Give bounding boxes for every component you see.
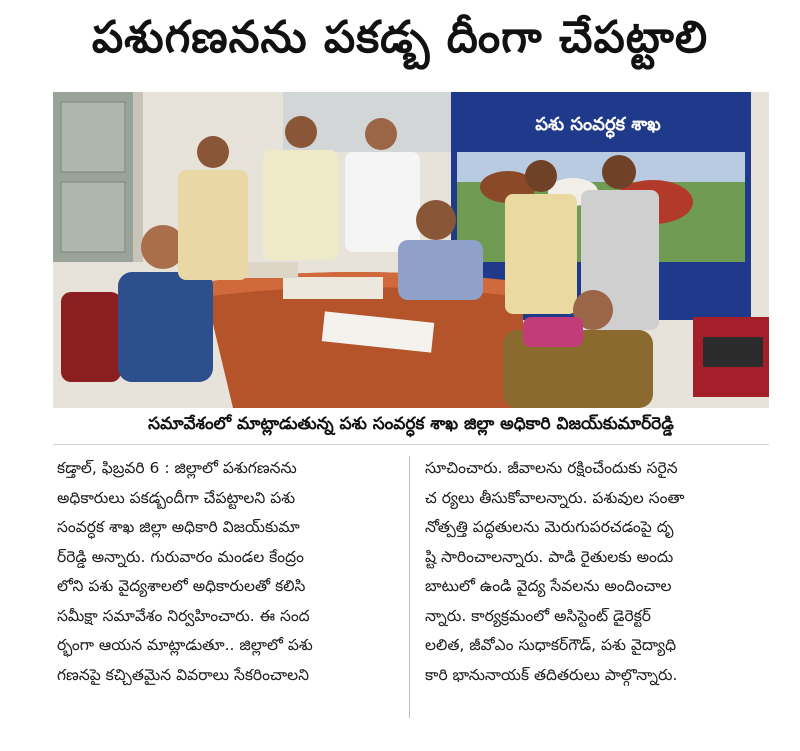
article-line: కడ్తాల్, ఫిబ్రవరి 6 : జిల్లాలో పశుగణనను <box>57 459 297 477</box>
banner-text: పశు సంవర్ధక శాఖ <box>535 114 661 135</box>
article-left-column <box>57 454 397 690</box>
article-line: బాటులో ఉండి వైద్య సేవలను అందించాల <box>425 577 672 595</box>
article-line: అధికారులు పకడ్బందీగా చేపట్టాలని పశు <box>57 488 296 507</box>
column-divider <box>409 456 410 718</box>
article-line: గణనపై కచ్చితమైన వివరాలు సేకరించాలని <box>57 665 309 684</box>
article-line: సంవర్ధక శాఖ జిల్లా అధికారి విజయ్‌కుమా <box>57 518 300 536</box>
article-line: నోత్పత్తి పద్ధతులను మెరుగుపరచడంపై దృ <box>425 518 674 536</box>
article-line: కారి భానునాయక్ తదితరులు పాల్గొన్నారు. <box>425 665 678 684</box>
article-line: ర్భంగా ఆయన మాట్లాడుతూ.. జిల్లాలో పశు <box>57 636 313 654</box>
article-line: లోని పశు వైద్యశాలలో అధికారులతో కలిసి <box>57 577 306 595</box>
headline: పశుగణనను పకడ్బ దీంగా చేపట్టాలి <box>91 12 709 63</box>
article-body <box>53 454 769 724</box>
article-line: న్నారు. కార్యక్రమంలో అసిస్టెంట్ డైరెక్టర్ <box>425 606 651 625</box>
news-photo <box>53 92 769 408</box>
article-line: సూచించారు. జీవాలను రక్షించేందుకు సరైన <box>425 459 678 477</box>
article-right-column <box>425 454 765 690</box>
photo-caption: సమావేశంలో మాట్లాడుతున్న పశు సంవర్ధక శాఖ జిల్లా అధికారి విజయ్‌కుమార్‌రెడ్డి <box>53 408 769 445</box>
article-line: ర్‌రెడ్డి అన్నారు. గురువారం మండల కేంద్రం <box>57 547 304 566</box>
article-line: ష్టి సారించాలన్నారు. పాడి రైతులకు అందు <box>425 547 674 566</box>
article-line: లలిత, జీవోఎం సుధాకర్‌గౌడ్, పశు వైద్యాధి <box>425 636 677 654</box>
article-line: చ ర్యలు తీసుకోవాలన్నారు. పశువుల సంతా <box>425 488 685 507</box>
article-line: సమీక్షా సమావేశం నిర్వహించారు. ఈ సంద <box>57 606 310 625</box>
